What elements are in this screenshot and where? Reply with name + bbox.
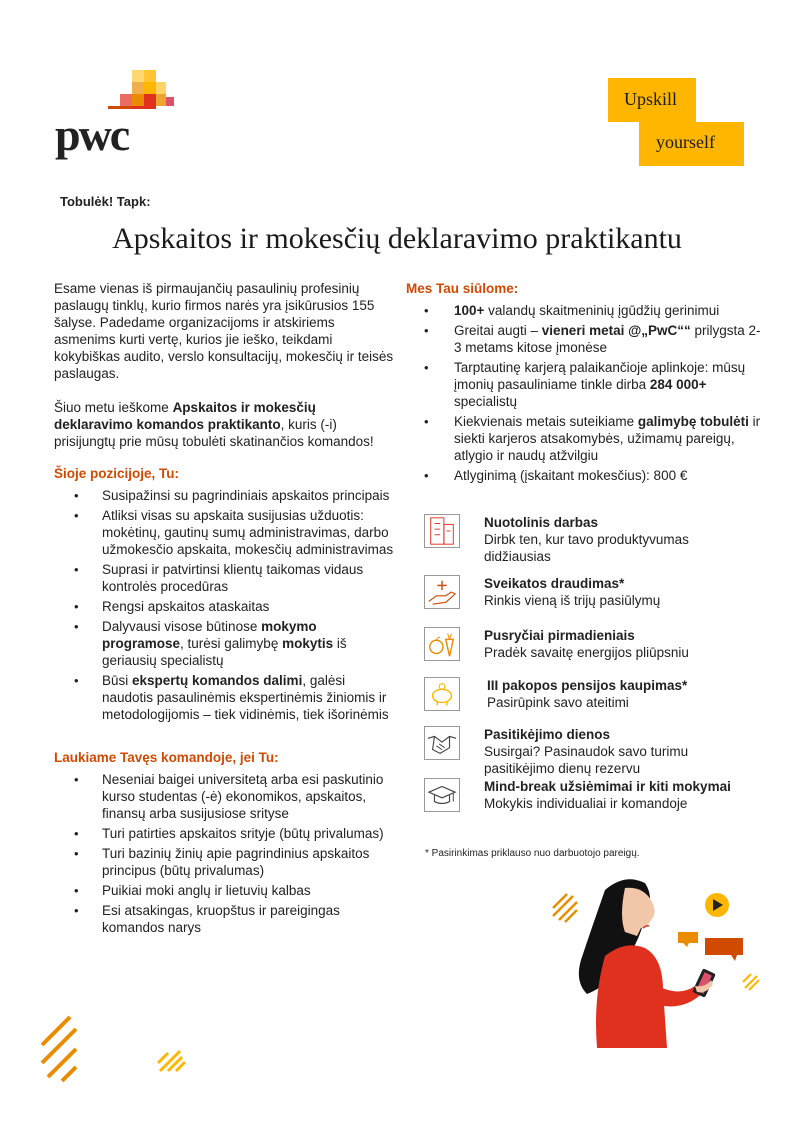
- pwc-wordmark: pwc: [55, 109, 129, 160]
- footnote: * Pasirinkimas priklauso nuo darbuotojo pareigų.: [425, 848, 640, 859]
- building-icon: [424, 514, 460, 548]
- benefit-title: Sveikatos draudimas*: [484, 576, 625, 591]
- list-item: • Rengsi apskaitos ataskaitas: [74, 598, 394, 615]
- offer-list: [424, 302, 766, 484]
- list-item: • Turi patirties apskaitos srityje (būtų privalumas): [74, 825, 394, 842]
- woman-phone-illustration: [545, 868, 770, 1048]
- upskill-badge-line2: yourself: [639, 122, 744, 166]
- team-heading: Laukiame Tavęs komandoje, jei Tu:: [54, 750, 279, 765]
- list-item: • Puikiai moki anglų ir lietuvių kalbas: [74, 882, 394, 899]
- breakfast-fruit-icon: [424, 627, 460, 661]
- page-title: Apskaitos ir mokesčių deklaravimo praktikantu: [112, 222, 682, 255]
- right-column: [406, 280, 766, 487]
- benefit-desc: Pasirūpink savo ateitimi: [487, 695, 629, 710]
- list-item: • Dalyvausi visose būtinose mokymo programose, turėsi galimybę mokytis iš geriausių specialistų: [74, 618, 394, 669]
- search-post: , kuris (-i) prisijungtų prie mūsų tobulėti skatinančios komandos!: [54, 417, 374, 449]
- list-item: • Atlyginimą (įskaitant mokesčius): 800 €: [424, 467, 766, 484]
- decorative-stripes: [40, 1015, 190, 1090]
- list-item: • Kiekvienais metais suteikiame galimybę tobulėti ir siekti karjeros atsakomybės, užimamų pareigų, atlygio ir naudų atžvilgiu: [424, 413, 766, 464]
- benefit-desc: Susirgai? Pasinaudok savo turimu pasitikėjimo dienų rezervu: [484, 744, 689, 776]
- graduation-cap-icon: [424, 778, 460, 812]
- team-list: [74, 771, 394, 936]
- left-column: [54, 280, 394, 939]
- position-list: [74, 487, 394, 723]
- benefit-title: III pakopos pensijos kaupimas*: [487, 678, 688, 693]
- benefit-desc: Rinkis vieną iš trijų pasiūlymų: [484, 593, 661, 608]
- benefit-desc: Pradėk savaitę energijos pliūpsniu: [484, 645, 689, 660]
- benefit-desc: Mokykis individualiai ir komandoje: [484, 796, 688, 811]
- kicker-text: Tobulėk! Tapk:: [60, 194, 151, 209]
- benefit-desc: Dirbk ten, kur tavo produktyvumas didžiausias: [484, 532, 689, 564]
- benefit-title: Pusryčiai pirmadieniais: [484, 628, 635, 643]
- benefit-title: Nuotolinis darbas: [484, 515, 599, 530]
- search-bold: Apskaitos ir mokesčių deklaravimo komandos praktikanto: [54, 400, 316, 432]
- intro-paragraph: Esame vienas iš pirmaujančių pasaulinių profesinių paslaugų tinklų, kurio firmos narės yra įsikūrusios 155 šalyse. Padedame organizacijoms ir atskiriems asmenims kurti vertę, kurios jie ieško, teikdami kokybiškas audito, verslo konsultacijų, mokesčių ir teisės paslaugas.: [54, 281, 394, 381]
- list-item: • Neseniai baigei universitetą arba esi paskutinio kurso studentas (-ė) ekonomikos, apskaitos, finansų arba susijusiose srityse: [74, 771, 394, 822]
- search-paragraph: [54, 399, 394, 450]
- list-item: • Būsi ekspertų komandos dalimi, galėsi naudotis pasaulinėmis ekspertinėmis žiniomis ir metodologijomis – tiek vidinėmis, tiek išorinėmis: [74, 672, 394, 723]
- upskill-badge-line1: Upskill: [608, 78, 696, 122]
- benefit-title: Pasitikėjimo dienos: [484, 727, 611, 742]
- list-item: • Greitai augti – vieneri metai @„PwC““ prilygsta 2-3 metams kitose įmonėse: [424, 322, 766, 356]
- list-item: • Suprasi ir patvirtinsi klientų taikomas vidaus kontrolės procedūras: [74, 561, 394, 595]
- offer-heading: Mes Tau siūlome:: [406, 281, 519, 296]
- list-item: • Esi atsakingas, kruopštus ir pareigingas komandos narys: [74, 902, 394, 936]
- health-hand-icon: [424, 575, 460, 609]
- list-item: • Turi bazinių žinių apie pagrindinius apskaitos principus (būtų privalumas): [74, 845, 394, 879]
- benefit-title: Mind-break užsiėmimai ir kiti mokymai: [484, 779, 731, 794]
- handshake-icon: [424, 726, 460, 760]
- list-item: • Susipažinsi su pagrindiniais apskaitos principais: [74, 487, 394, 504]
- search-pre: Šiuo metu ieškome: [54, 400, 173, 415]
- position-heading: Šioje pozicijoje, Tu:: [54, 466, 180, 481]
- list-item: • 100+ valandų skaitmeninių įgūdžių gerinimui: [424, 302, 766, 319]
- list-item: • Atliksi visas su apskaita susijusias užduotis: mokėtinų, gautinų sumų administravimas, darbo užmokesčio apskaita, mokesčių administravimas: [74, 507, 394, 558]
- list-item: • Tarptautinę karjerą palaikančioje aplinkoje: mūsų įmonių pasauliniame tinkle dirba 284 000+ specialistų: [424, 359, 766, 410]
- piggy-bank-icon: [424, 677, 460, 711]
